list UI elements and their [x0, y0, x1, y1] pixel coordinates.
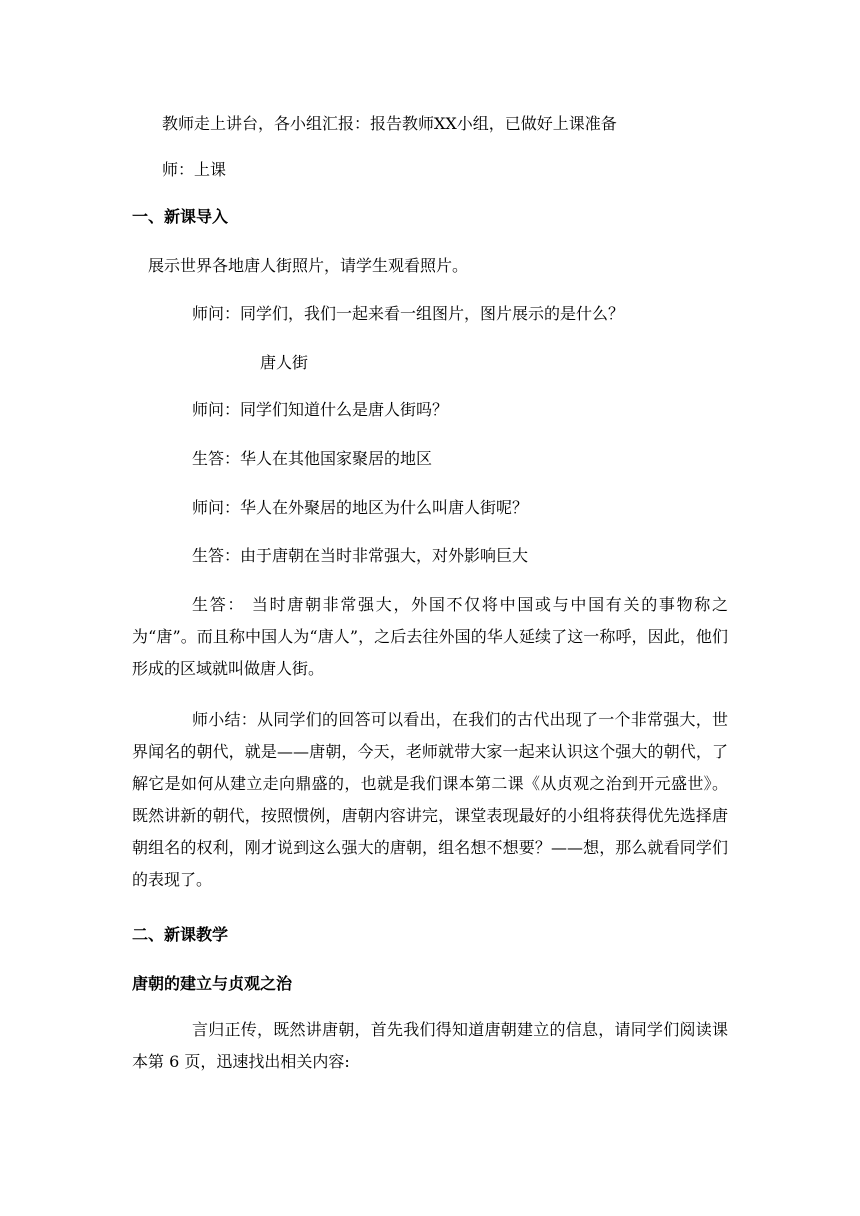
section-heading-new-lesson-intro: 一、新课导入: [132, 207, 229, 226]
teacher-question-1: 师问：同学们，我们一起来看一组图片，图片展示的是什么？: [192, 304, 625, 323]
answer-1: 唐人街: [260, 353, 309, 372]
subheading-tang-founding: 唐朝的建立与贞观之治: [132, 974, 293, 993]
student-answer-4-paragraph: 生答： 当时唐朝非常强大，外国不仅将中国或与中国有关的事物称之为“唐”。而且称中国人为“唐人”，之后去往外国的华人延续了这一称呼，因此，他们形成的区域就叫做唐人街。: [132, 595, 728, 678]
teacher-start-line: 师：上课: [162, 160, 227, 179]
section-heading-new-lesson-teaching: 二、新课教学: [132, 925, 229, 944]
show-photos-line: 展示世界各地唐人街照片，请学生观看照片。: [148, 256, 469, 275]
intro-paragraph: 言归正传，既然讲唐朝，首先我们得知道唐朝建立的信息，请同学们阅读课本第 6 页，迅速找出相关内容:: [132, 1020, 728, 1071]
teacher-summary-paragraph: 师小结：从同学们的回答可以看出，在我们的古代出现了一个非常强大，世界闻名的朝代，就是——唐朝，今天，老师就带大家一起来认识这个强大的朝代，了解它是如何从建立走向鼎盛的，也就是我们课本第二课《从贞观之治到开元盛世》。既然讲新的朝代，按照惯例，唐朝内容讲完，课堂表现最好的小组将获得优先选择唐朝组名的权利，刚才说到这么强大的唐朝，组名想不想要？——想，那么就看同学们的表现了。: [132, 710, 728, 889]
teacher-question-3: 师问：华人在外聚居的地区为什么叫唐人街呢？: [192, 498, 529, 517]
student-answer-3: 生答：由于唐朝在当时非常强大，对外影响巨大: [192, 546, 529, 565]
teacher-question-2: 师问：同学们知道什么是唐人街吗？: [192, 400, 449, 419]
teacher-walk-line: 教师走上讲台，各小组汇报：报告教师XX小组，已做好上课准备: [162, 114, 617, 133]
student-answer-2: 生答：华人在其他国家聚居的地区: [192, 449, 433, 468]
